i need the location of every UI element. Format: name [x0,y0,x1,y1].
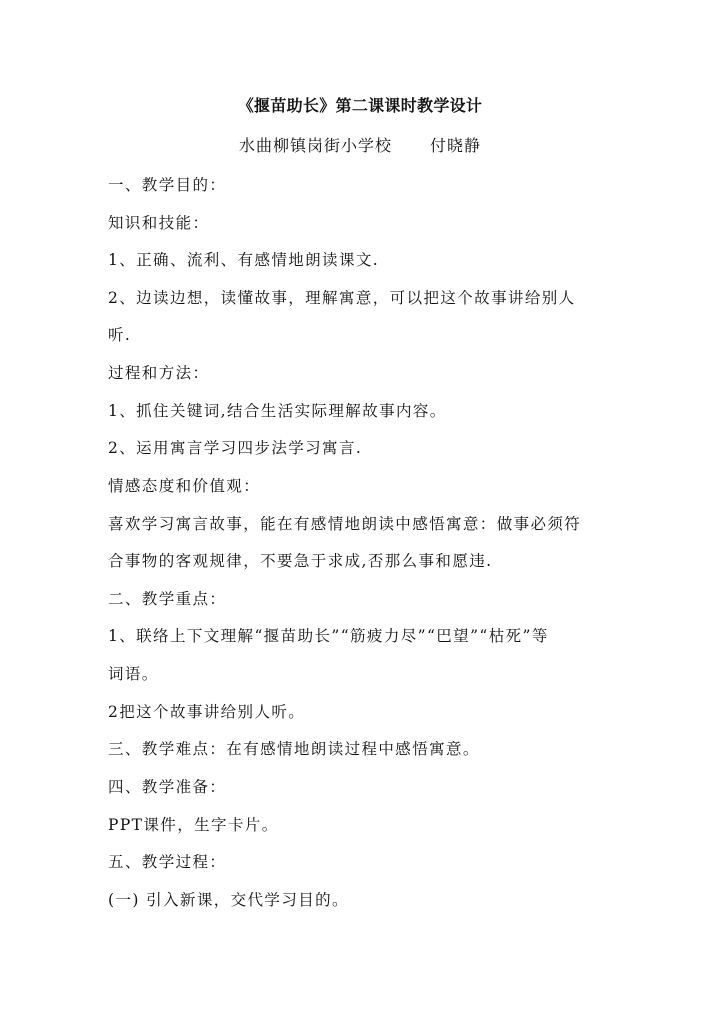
section-heading-key-points: 二、教学重点： [108,590,227,608]
subheading-emotion-values: 情感态度和价值观： [108,477,261,495]
paragraph-line: 1、正确、流利、有感情地朗读课文. [108,251,380,269]
document-title: 《揠苗助长》第二课课时教学设计 [237,96,483,115]
section-heading-difficulties: 三、教学难点：在有感情地朗读过程中感悟寓意。 [108,740,480,758]
paragraph-line: 词语。 [108,665,159,683]
paragraph-line: (一) 引入新课，交代学习目的。 [108,891,349,909]
paragraph-line: 2、边读边想，读懂故事，理解寓意，可以把这个故事讲给别人 [108,289,576,307]
paragraph-line: 2、运用寓言学习四步法学习寓言. [108,439,363,457]
section-heading-objectives: 一、教学目的： [108,176,227,194]
subheading-process-method: 过程和方法： [108,364,210,382]
author-name: 付晓静 [430,136,482,155]
paragraph-line: 1、抓住关键词,结合生活实际理解故事内容。 [108,402,447,420]
subheading-knowledge-skills: 知识和技能： [108,214,210,232]
paragraph-line: PPT课件，生字卡片。 [108,816,279,834]
section-heading-process: 五、教学过程： [108,853,227,871]
paragraph-line: 1、联络上下文理解“揠苗助长”“筋疲力尽”“巴望”“枯死”等 [108,627,549,645]
school-name: 水曲柳镇岗街小学校 [239,136,393,155]
paragraph-line: 喜欢学习寓言故事，能在有感情地朗读中感悟寓意：做事必须符 [108,515,582,533]
section-heading-preparation: 四、教学准备： [108,778,227,796]
paragraph-line: 听. [108,326,132,344]
author-line [239,133,481,156]
paragraph-line: 2把这个故事讲给别人听。 [108,703,306,721]
paragraph-line: 合事物的客观规律，不要急于求成,否那么事和愿违. [108,552,493,570]
